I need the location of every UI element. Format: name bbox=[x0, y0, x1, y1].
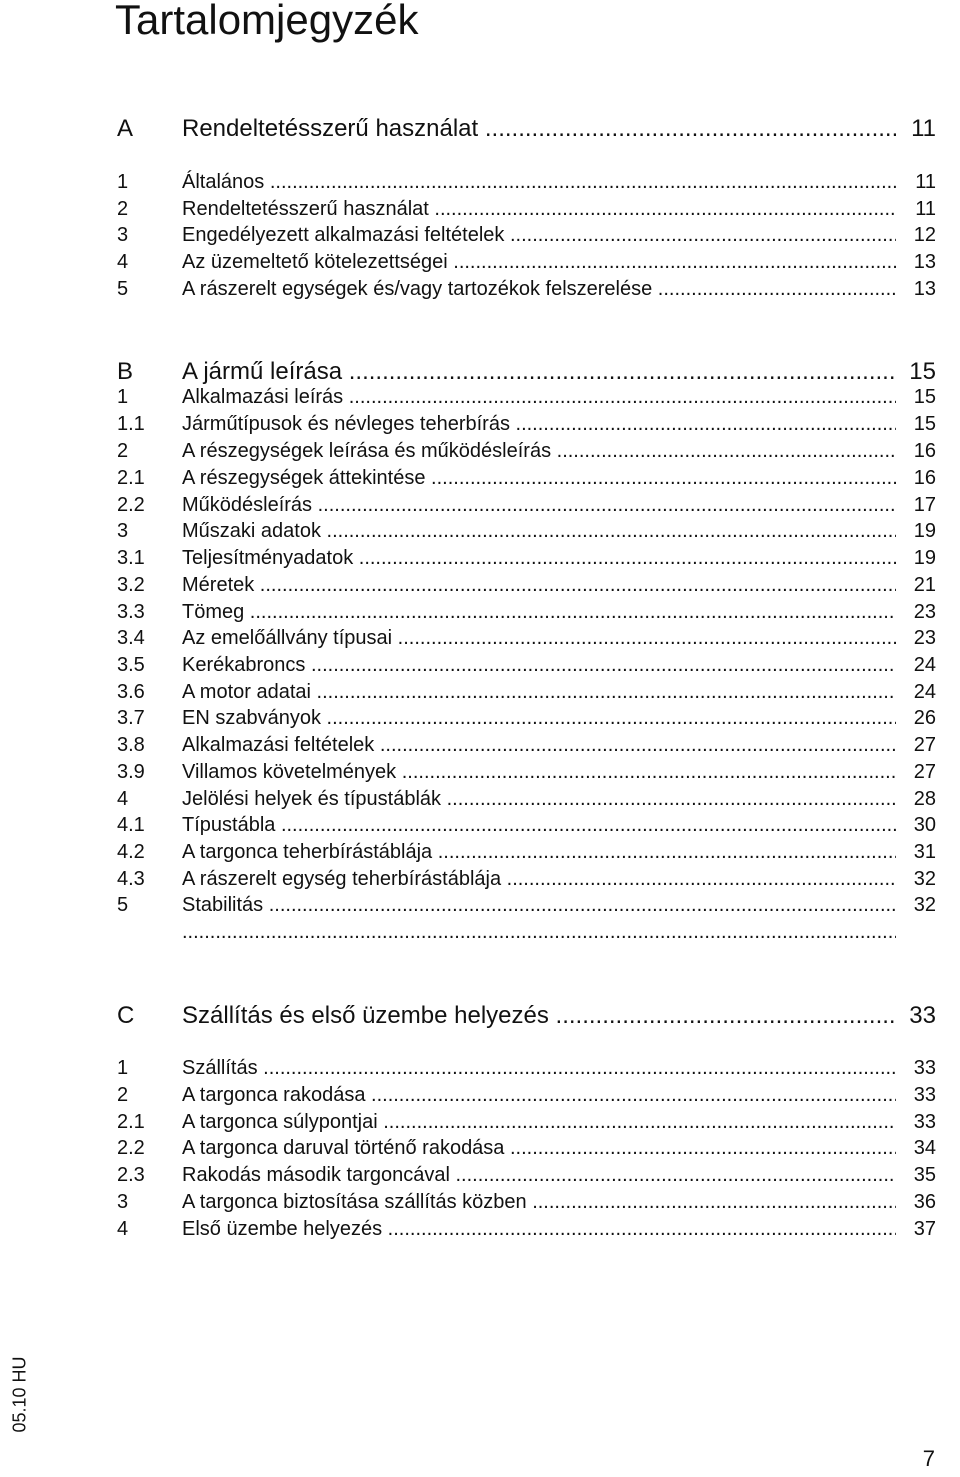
toc-entry[interactable] bbox=[117, 464, 959, 492]
toc-section-c[interactable] bbox=[117, 999, 959, 1033]
toc-entry-title: Járműtípusok és névleges teherbírás ..... bbox=[182, 410, 896, 438]
toc-entry-page: 16 bbox=[913, 467, 936, 489]
toc-entry-number: 2.3 bbox=[117, 1164, 145, 1186]
toc-entry-number: 5 bbox=[117, 278, 129, 300]
toc-entry-title: Az üzemeltető kötelezettségei ..... bbox=[182, 248, 896, 276]
toc-entry-title: A részegységek leírása és működésleírás ..... bbox=[182, 437, 896, 465]
toc-entry[interactable] bbox=[117, 838, 959, 866]
toc-entry-number: 3 bbox=[117, 520, 129, 542]
toc-entry-number: 3.8 bbox=[117, 734, 145, 756]
toc-entry[interactable] bbox=[117, 168, 959, 196]
toc-entry-number: 3.9 bbox=[117, 761, 145, 783]
toc-entry-page: 21 bbox=[913, 574, 936, 596]
toc-section-a[interactable] bbox=[117, 112, 959, 146]
toc-entry-title: Műszaki adatok ..... bbox=[182, 517, 896, 545]
toc-entry-page: 33 bbox=[913, 1111, 936, 1133]
toc-entry-page: 15 bbox=[913, 386, 936, 408]
toc-entry[interactable] bbox=[117, 1215, 959, 1243]
toc-entry[interactable] bbox=[117, 598, 959, 626]
toc-entry-page: 23 bbox=[913, 601, 936, 623]
toc-entry-title: Rendeltetésszerű használat ..... bbox=[182, 195, 896, 223]
toc-entry[interactable] bbox=[117, 437, 959, 465]
toc-entry-title: Alkalmazási feltételek ..... bbox=[182, 731, 896, 759]
toc-section-title: Rendeltetésszerű használat ..... bbox=[182, 112, 896, 146]
toc-entry-number: 4.1 bbox=[117, 814, 145, 836]
toc-entry-page: 13 bbox=[913, 251, 936, 273]
toc-entry-page: 32 bbox=[913, 868, 936, 890]
toc-entry-page: 19 bbox=[913, 520, 936, 542]
toc-section-letter: B bbox=[117, 358, 134, 385]
toc-entry[interactable] bbox=[117, 221, 959, 249]
toc-entry-page: 24 bbox=[913, 681, 936, 703]
toc-entry[interactable] bbox=[117, 1161, 959, 1189]
toc-entry-title: Tömeg ..... bbox=[182, 598, 896, 626]
page-title: Tartalomjegyzék bbox=[115, 0, 419, 43]
toc-entry-page: 23 bbox=[913, 627, 936, 649]
toc-entry-page: 31 bbox=[913, 841, 936, 863]
toc-entry[interactable] bbox=[117, 785, 959, 813]
toc-entry-number: 2.2 bbox=[117, 1137, 145, 1159]
toc-entry-number: 1 bbox=[117, 386, 129, 408]
toc-entry[interactable] bbox=[117, 410, 959, 438]
toc-entry[interactable] bbox=[117, 1188, 959, 1216]
toc-entry[interactable] bbox=[117, 704, 959, 732]
toc-entry-number: 1 bbox=[117, 1057, 129, 1079]
toc-entry[interactable] bbox=[117, 678, 959, 706]
document-code: 05.10 HU bbox=[9, 1356, 30, 1433]
toc-entry-page: 35 bbox=[913, 1164, 936, 1186]
toc-entry-title: Típustábla ..... bbox=[182, 811, 896, 839]
toc-entry-page: 13 bbox=[913, 278, 936, 300]
toc-entry-number: 3 bbox=[117, 224, 129, 246]
toc-entry-number: 4.3 bbox=[117, 868, 145, 890]
toc-entry-title: Alkalmazási leírás ..... bbox=[182, 383, 896, 411]
toc-entry-number: 2 bbox=[117, 1084, 129, 1106]
toc-entry-title: Általános ..... bbox=[182, 168, 896, 196]
toc-entry-number: 3.4 bbox=[117, 627, 145, 649]
toc-section-page: 15 bbox=[909, 358, 936, 385]
toc-entry-page: 15 bbox=[913, 413, 936, 435]
toc-entry[interactable] bbox=[117, 1134, 959, 1162]
toc-entry[interactable] bbox=[117, 1081, 959, 1109]
toc-entry-title: A rászerelt egységek és/vagy tartozékok felszerelése ..... bbox=[182, 275, 896, 303]
toc-entry[interactable] bbox=[117, 651, 959, 679]
toc-entry-title: A targonca súlypontjai ..... bbox=[182, 1108, 896, 1136]
toc-entry-page: 11 bbox=[915, 198, 936, 220]
toc-entry-title: EN szabványok ..... bbox=[182, 704, 896, 732]
toc-entry-number: 3.6 bbox=[117, 681, 145, 703]
toc-entry[interactable] bbox=[117, 275, 959, 303]
toc-entry-title: A targonca teherbírástáblája ..... bbox=[182, 838, 896, 866]
toc-entry-number: 2.2 bbox=[117, 494, 145, 516]
toc-entry[interactable] bbox=[117, 544, 959, 572]
toc-entry-number: 3.3 bbox=[117, 601, 145, 623]
toc-entry[interactable] bbox=[117, 624, 959, 652]
toc-entry[interactable] bbox=[117, 891, 959, 919]
toc-entry-page: 12 bbox=[913, 224, 936, 246]
toc-entry-number: 3 bbox=[117, 1191, 129, 1213]
toc-entry-number: 5 bbox=[117, 894, 129, 916]
toc-entry-number: 2.1 bbox=[117, 1111, 145, 1133]
toc-section-title: A jármű leírása ..... bbox=[182, 355, 896, 389]
toc-entry-number: 4.2 bbox=[117, 841, 145, 863]
toc-entry-page: 27 bbox=[913, 734, 936, 756]
toc-section-letter: C bbox=[117, 1002, 135, 1029]
toc-entry-number: 4 bbox=[117, 251, 129, 273]
toc-entry-title: Stabilitás ..... bbox=[182, 891, 896, 919]
toc-entry-title: A részegységek áttekintése ..... bbox=[182, 464, 896, 492]
toc-entry-title: A rászerelt egység teherbírástáblája ..... bbox=[182, 865, 896, 893]
toc-entry-title: Szállítás ..... bbox=[182, 1054, 896, 1082]
toc-entry[interactable] bbox=[117, 571, 959, 599]
toc-entry-page: 27 bbox=[913, 761, 936, 783]
toc-entry-page: 16 bbox=[913, 440, 936, 462]
toc-entry-title: Rakodás második targoncával ..... bbox=[182, 1161, 896, 1189]
toc-entry-number: 3.1 bbox=[117, 547, 145, 569]
toc-entry-number: 3.5 bbox=[117, 654, 145, 676]
toc-entry-page: 26 bbox=[913, 707, 936, 729]
toc-entry-title: Kerékabroncs ..... bbox=[182, 651, 896, 679]
toc-entry[interactable] bbox=[117, 248, 959, 276]
toc-entry-number: 2 bbox=[117, 198, 129, 220]
toc-entry-page: 34 bbox=[913, 1137, 936, 1159]
toc-entry[interactable] bbox=[117, 865, 959, 893]
toc-entry-number: 4 bbox=[117, 1218, 129, 1240]
toc-entry-number: 1.1 bbox=[117, 413, 145, 435]
toc-entry[interactable] bbox=[117, 758, 959, 786]
toc-entry-number: 2 bbox=[117, 440, 129, 462]
toc-entry-page: 37 bbox=[913, 1218, 936, 1240]
toc-entry-page: 11 bbox=[915, 171, 936, 193]
toc-entry-page: 32 bbox=[913, 894, 936, 916]
toc-entry-title: Teljesítményadatok ..... bbox=[182, 544, 896, 572]
toc-entry-title: A targonca daruval történő rakodása ..... bbox=[182, 1134, 896, 1162]
toc-entry-title: Az emelőállvány típusai ..... bbox=[182, 624, 896, 652]
toc-entry[interactable] bbox=[117, 1108, 959, 1136]
toc-entry-title: A motor adatai ..... bbox=[182, 678, 896, 706]
toc-entry[interactable] bbox=[117, 731, 959, 759]
toc-entry-title: Működésleírás ..... bbox=[182, 491, 896, 519]
toc-entry-page: 17 bbox=[913, 494, 936, 516]
toc-entry-page: 36 bbox=[913, 1191, 936, 1213]
toc-entry-number: 3.7 bbox=[117, 707, 145, 729]
page-number: 7 bbox=[922, 1446, 935, 1471]
toc-entry[interactable] bbox=[117, 1054, 959, 1082]
toc-entry-number: 2.1 bbox=[117, 467, 145, 489]
toc-section-page: 33 bbox=[909, 1002, 936, 1029]
toc-entry-number: 4 bbox=[117, 788, 129, 810]
toc-entry[interactable] bbox=[117, 811, 959, 839]
toc-entry-title: Jelölési helyek és típustáblák ..... bbox=[182, 785, 896, 813]
toc-entry[interactable] bbox=[117, 918, 959, 946]
toc-entry-title: Első üzembe helyezés ..... bbox=[182, 1215, 896, 1243]
toc-entry-page: 33 bbox=[913, 1084, 936, 1106]
toc-entry[interactable] bbox=[117, 517, 959, 545]
toc-entry-title bbox=[182, 918, 896, 946]
toc-section-page: 11 bbox=[911, 115, 936, 142]
toc-entry-title: Méretek ..... bbox=[182, 571, 896, 599]
toc-entry-number: 3.2 bbox=[117, 574, 145, 596]
toc-entry[interactable] bbox=[117, 195, 959, 223]
toc-entry-page: 33 bbox=[913, 1057, 936, 1079]
toc-entry-number: 1 bbox=[117, 171, 129, 193]
toc-entry-page: 19 bbox=[913, 547, 936, 569]
toc-section-title: Szállítás és első üzembe helyezés ..... bbox=[182, 999, 896, 1033]
toc-entry[interactable] bbox=[117, 491, 959, 519]
toc-entry-page: 28 bbox=[913, 788, 936, 810]
toc-entry-title: Engedélyezett alkalmazási feltételek ..... bbox=[182, 221, 896, 249]
toc-entry-page: 24 bbox=[913, 654, 936, 676]
toc-entry-page: 30 bbox=[913, 814, 936, 836]
toc-section-letter: A bbox=[117, 115, 134, 142]
toc-entry[interactable] bbox=[117, 383, 959, 411]
toc-entry-title: A targonca rakodása ..... bbox=[182, 1081, 896, 1109]
toc-entry-title: A targonca biztosítása szállítás közben ..... bbox=[182, 1188, 896, 1216]
toc-entry-title: Villamos követelmények ..... bbox=[182, 758, 896, 786]
